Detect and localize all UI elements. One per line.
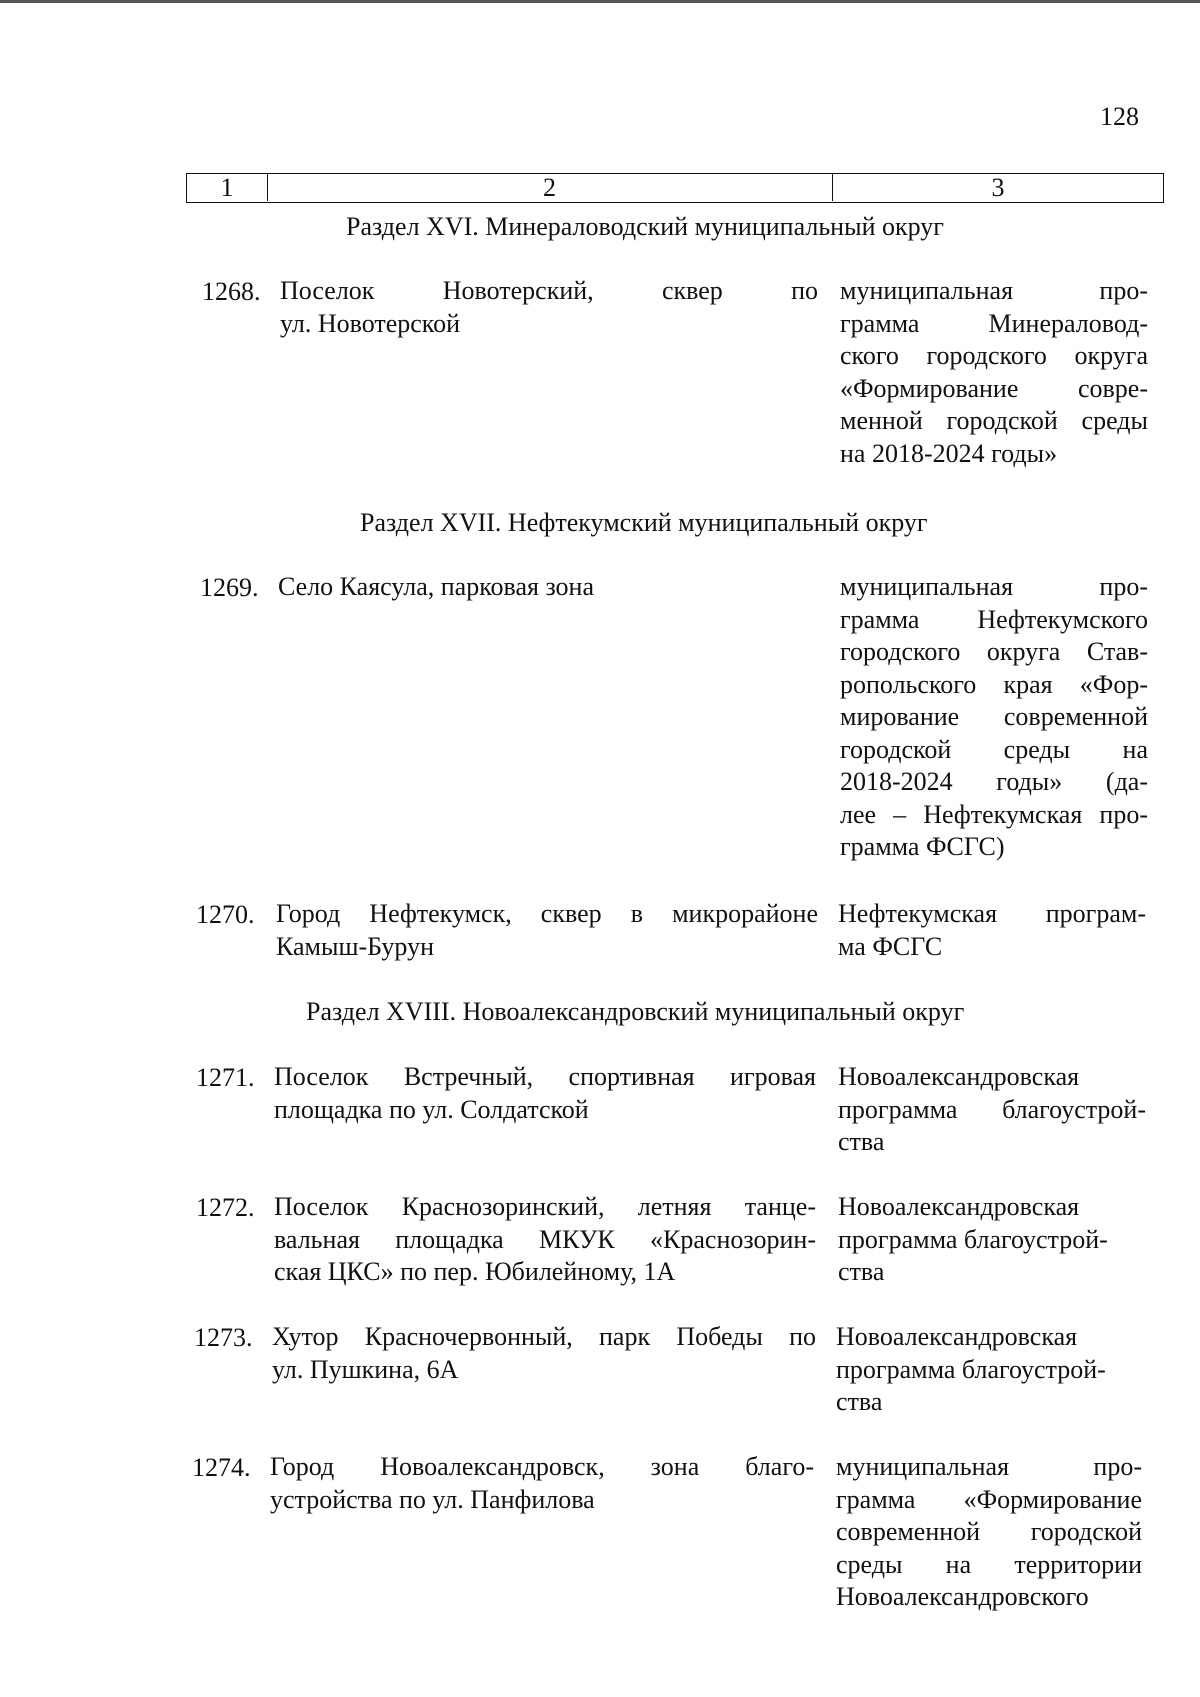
entry-program — [836, 1451, 1142, 1614]
program-line: муниципальная про- — [836, 1452, 1142, 1481]
page-number: 128 — [1100, 102, 1139, 131]
place-line: Поселок Новотерский, сквер по — [280, 276, 818, 305]
section-title: Раздел XVI. Минераловодский муниципальный округ — [346, 212, 944, 241]
program-line: программа благоустрой- — [836, 1354, 1106, 1384]
place-line: вальная площадка МКУК «Краснозорин- — [274, 1224, 816, 1254]
program-line: менной городской среды — [840, 406, 1148, 435]
program-line: лее – Нефтекумская про- — [840, 799, 1148, 829]
entry-number: 1273. — [194, 1323, 253, 1352]
program-line: грамма Нефтекумского — [840, 604, 1148, 634]
program-line: муниципальная про- — [840, 572, 1148, 601]
entry-number: 1270. — [196, 900, 255, 929]
entry-program — [836, 1321, 1132, 1419]
place-line: Поселок Встречный, спортивная игровая — [274, 1062, 816, 1091]
place-line: ул. Пушкина, 6А — [272, 1354, 459, 1384]
entry-program — [838, 898, 1146, 963]
entry-place — [270, 1451, 814, 1516]
entry-number: 1268. — [202, 277, 261, 306]
program-line: Новоалександровская — [838, 1192, 1080, 1221]
program-line: ропольского края «Фор- — [840, 669, 1148, 699]
program-line: 2018-2024 годы» (да- — [840, 767, 1148, 796]
entry-number: 1271. — [196, 1063, 255, 1092]
entry-place — [278, 571, 818, 604]
place-line: устройства по ул. Панфилова — [270, 1484, 595, 1514]
entry-number: 1272. — [196, 1193, 255, 1222]
entry-place — [274, 1191, 816, 1289]
entry-program — [840, 571, 1148, 864]
entry-number: 1274. — [192, 1453, 251, 1482]
place-line: Камыш-Бурун — [276, 931, 434, 961]
program-line: грамма Минераловод- — [840, 308, 1148, 338]
column-header-row — [186, 173, 1164, 203]
entry-program — [840, 275, 1148, 470]
entry-place — [274, 1061, 816, 1126]
program-line: на 2018-2024 годы» — [840, 438, 1058, 468]
place-line: Село Каясула, парковая зона — [278, 572, 595, 601]
program-line: городской среды на — [840, 734, 1148, 764]
program-line: современной городской — [836, 1517, 1142, 1546]
program-line: среды на территории — [836, 1549, 1142, 1579]
place-line: Поселок Краснозоринский, летняя танце- — [274, 1192, 816, 1221]
page-top-border — [0, 0, 1200, 3]
program-line: муниципальная про- — [840, 276, 1148, 305]
entry-place — [272, 1321, 816, 1386]
program-line: Новоалександровского — [836, 1582, 1089, 1611]
program-line: «Формирование совре- — [840, 373, 1148, 403]
program-line: городского округа Став- — [840, 637, 1148, 666]
column-header-3: 3 — [991, 173, 1005, 202]
place-line: Город Нефтекумск, сквер в микрорайоне — [276, 899, 818, 928]
section-title: Раздел XVIII. Новоалександровский муниципальный округ — [306, 997, 965, 1026]
place-line: площадка по ул. Солдатской — [274, 1094, 589, 1124]
program-line: грамма ФСГС) — [840, 832, 1005, 861]
entry-program — [838, 1061, 1146, 1159]
program-line: Новоалександровская — [836, 1322, 1078, 1351]
entry-program — [838, 1191, 1134, 1289]
column-header-2: 2 — [267, 174, 833, 201]
program-line: ства — [838, 1127, 885, 1156]
entry-number: 1269. — [200, 573, 259, 602]
program-line: мирование современной — [840, 702, 1148, 731]
place-line: ская ЦКС» по пер. Юбилейному, 1А — [274, 1257, 676, 1286]
place-line: ул. Новотерской — [280, 308, 461, 338]
section-title: Раздел XVII. Нефтекумский муниципальный округ — [360, 508, 928, 537]
program-line: программа благоустрой- — [838, 1094, 1146, 1124]
entry-place — [276, 898, 818, 963]
program-line: ма ФСГС — [838, 931, 943, 961]
program-line: ства — [836, 1387, 883, 1416]
program-line: Новоалександровская — [838, 1062, 1080, 1091]
entry-place — [280, 275, 818, 340]
program-line: Нефтекумская програм- — [838, 899, 1146, 928]
program-line: грамма «Формирование — [836, 1484, 1142, 1514]
column-header-1: 1 — [187, 174, 268, 201]
program-line: программа благоустрой- — [838, 1224, 1108, 1254]
place-line: Хутор Красночервонный, парк Победы по — [272, 1322, 816, 1351]
place-line: Город Новоалександровск, зона благо- — [270, 1452, 814, 1481]
program-line: ского городского округа — [840, 341, 1148, 370]
program-line: ства — [838, 1257, 885, 1286]
